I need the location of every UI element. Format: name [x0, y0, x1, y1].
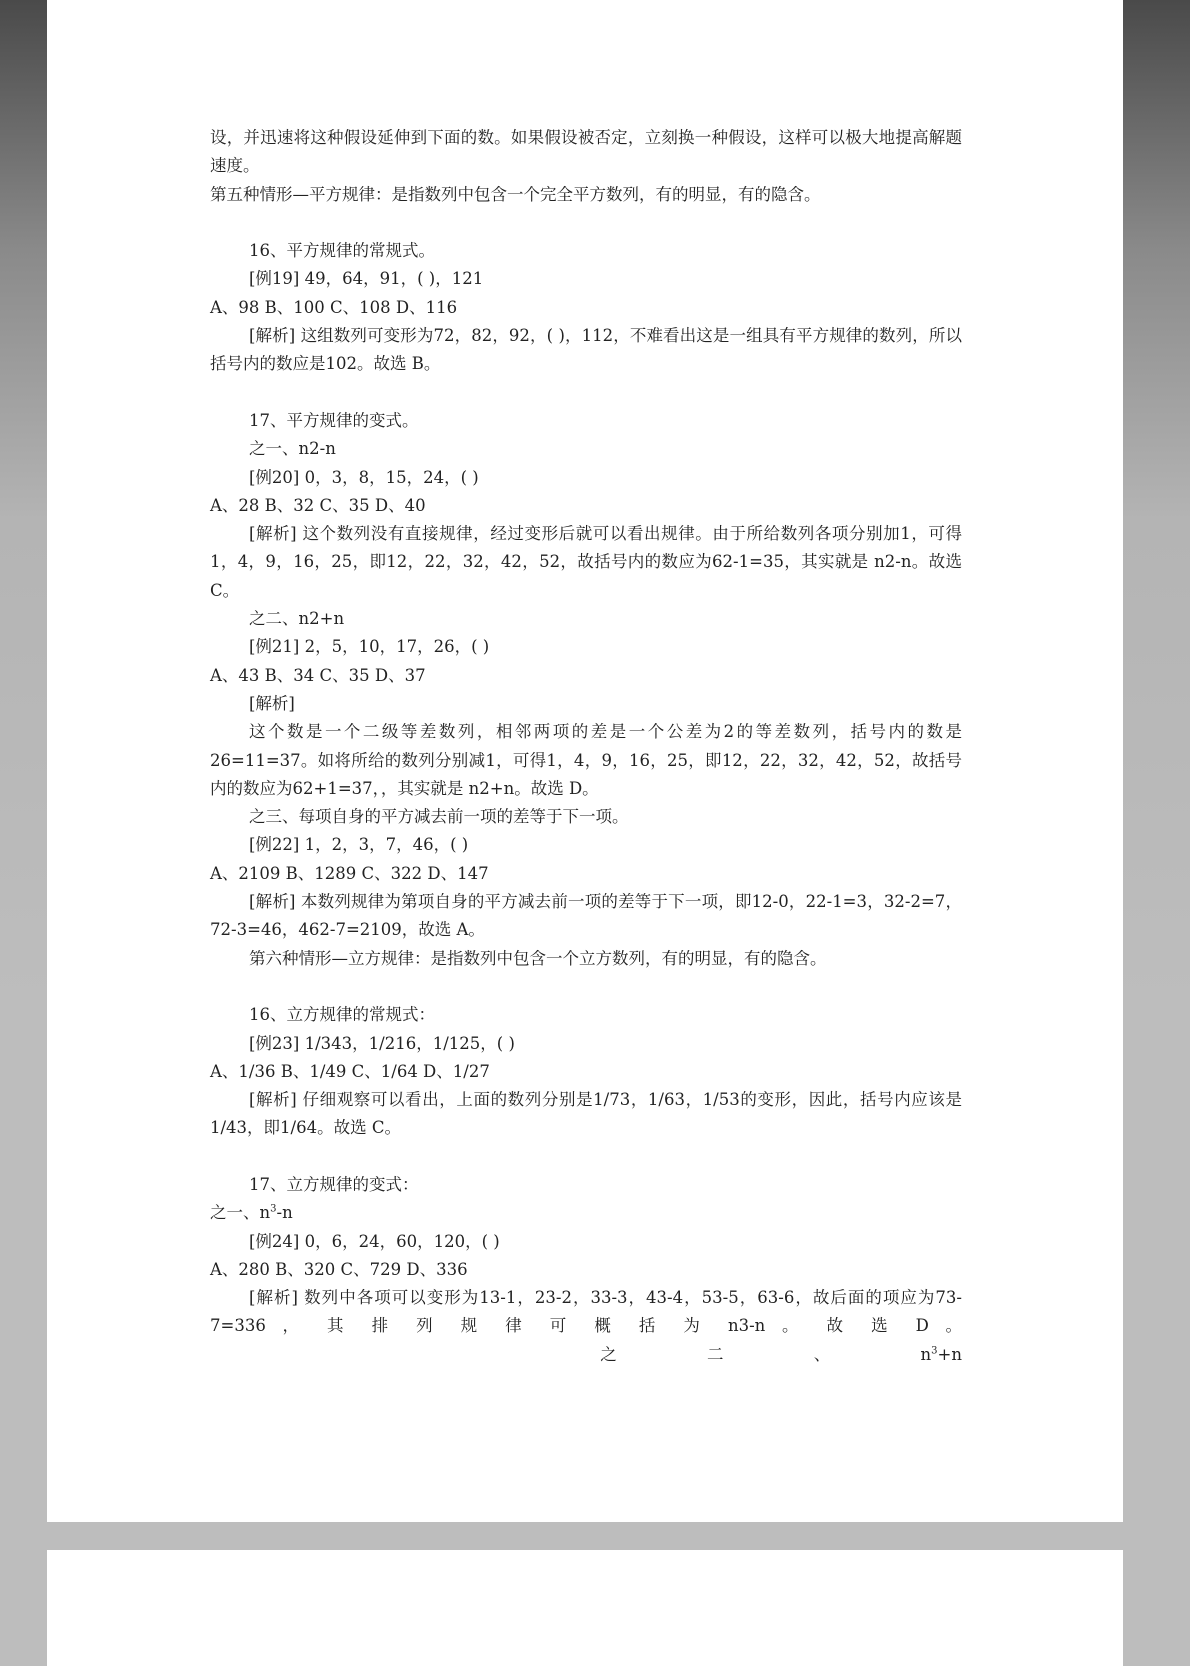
analysis: [解析] 这个数列没有直接规律，经过变形后就可以看出规律。由于所给数列各项分别加1，可得1，4，9，16，25，即12，22，32，42，52，故括号内的数应为62-1=35，其实就是 n2-n。故选 C。 — [210, 524, 962, 600]
example-question: [例21] 2，5，10，17，26，( ) — [249, 637, 490, 657]
section-heading: 16、平方规律的常规式。 — [249, 241, 435, 261]
paragraph-sixth-case: 第六种情形—立方规律：是指数列中包含一个立方数列，有的明显，有的隐含。 — [249, 948, 827, 968]
paragraph-fifth-case: 第五种情形—平方规律：是指数列中包含一个完全平方数列，有的明显，有的隐含。 — [210, 184, 821, 204]
answer-options: A、28 B、32 C、35 D、40 — [210, 495, 426, 515]
document-page-2 — [47, 1550, 1123, 1666]
answer-options: A、43 B、34 C、35 D、37 — [210, 665, 426, 685]
subsection-heading-spread: 之 二 、 $n^3+n$ — [600, 1344, 962, 1364]
example-question: [例19] 49，64，91，( )，121 — [249, 269, 484, 289]
analysis: [解析] 本数列规律为第项自身的平方减去前一项的差等于下一项，即12-0，22-1=3，32-2=7，72-3=46，462-7=2109，故选 A。 — [210, 892, 962, 940]
document-page-1 — [47, 0, 1123, 1522]
example-question: [例24] 0，6，24，60，120，( ) — [249, 1231, 500, 1251]
section-heading: 17、平方规律的变式。 — [249, 410, 419, 430]
example-question: [例23] 1/343，1/216，1/125，( ) — [249, 1033, 515, 1053]
answer-options: A、98 B、100 C、108 D、116 — [210, 297, 458, 317]
answer-options: A、280 B、320 C、729 D、336 — [210, 1259, 468, 1279]
analysis-label: [解析] — [249, 693, 295, 713]
page-content — [210, 124, 962, 1369]
analysis: [解析] 这组数列可变形为72，82，92，( )，112，不难看出这是一组具有平方规律的数列，所以括号内的数应是102。故选 B。 — [210, 326, 962, 374]
subsection-heading: 之二、n2+n — [249, 609, 345, 629]
example-question: [例20] 0，3，8，15，24，( ) — [249, 467, 479, 487]
analysis: [解析] 数列中各项可以变形为13-1，23-2，33-3，43-4，53-5，63-6，故后面的项应为73-7=336 ， 其 排 列 规 律 可 概 括 为 n3-n 。 故 选 D 。 — [210, 1288, 962, 1336]
analysis: 这个数是一个二级等差数列，相邻两项的差是一个公差为2的等差数列，括号内的数是26=11=37。如将所给的数列分别减1，可得1，4，9，16，25，即12，22，32，42，52，故括号内的数应为62+1=37，，其实就是 n2+n。故选 D。 — [210, 722, 962, 798]
example-question: [例22] 1，2，3，7，46，( ) — [249, 835, 469, 855]
paragraph: 设，并迅速将这种假设延伸到下面的数。如果假设被否定，立刻换一种假设，这样可以极大地提高解题速度。 — [210, 128, 962, 176]
answer-options: A、2109 B、1289 C、322 D、147 — [210, 863, 489, 883]
subsection-heading: 之三、每项自身的平方减去前一项的差等于下一项。 — [249, 807, 629, 827]
subsection-heading: 之一、n2-n — [249, 439, 336, 459]
analysis: [解析] 仔细观察可以看出，上面的数列分别是1/73，1/63，1/53的变形，因此，括号内应该是1/43，即1/64。故选 C。 — [210, 1090, 962, 1138]
section-heading: 17、立方规律的变式： — [249, 1174, 419, 1194]
section-heading: 16、立方规律的常规式： — [249, 1005, 435, 1025]
answer-options: A、1/36 B、1/49 C、1/64 D、1/27 — [210, 1061, 490, 1081]
subsection-heading: 之一、$n^3-n$ — [210, 1203, 293, 1223]
